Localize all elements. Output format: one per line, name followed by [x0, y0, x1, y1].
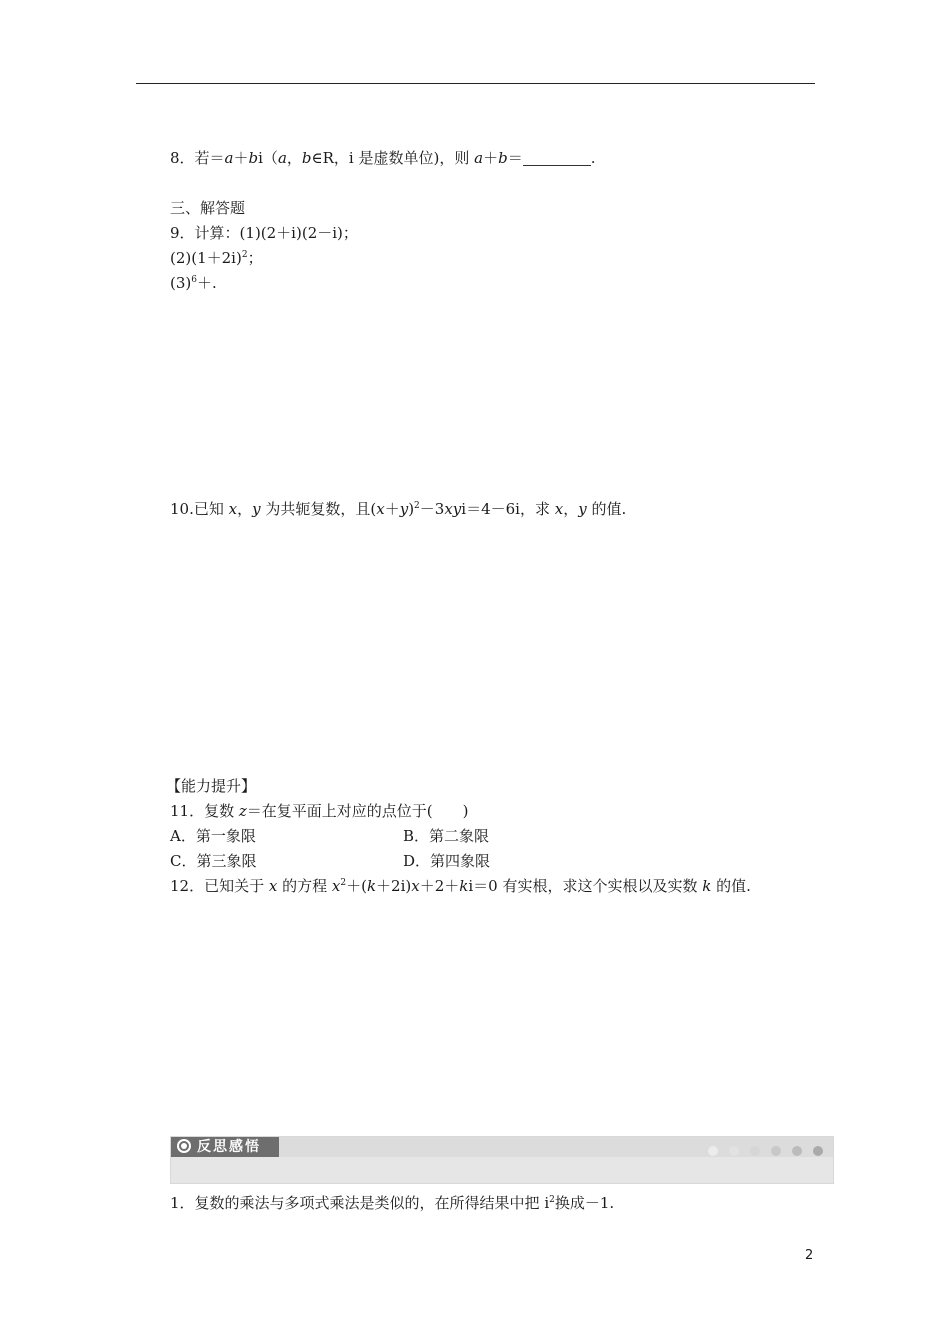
var-x: x	[228, 500, 238, 518]
exponent: 2	[241, 250, 248, 260]
q11-text: 11．复数	[170, 802, 239, 820]
q10-text: 的值.	[586, 500, 627, 518]
decorative-dot	[792, 1146, 802, 1156]
q11-text: ＝在复平面上对应的点位于(	[246, 802, 433, 820]
option-a: A．第一象限	[170, 827, 256, 845]
q10-text: i＝4－6i，求	[461, 500, 555, 518]
question-9-line-3	[170, 273, 217, 293]
question-11	[170, 801, 468, 821]
exponent: 2	[414, 501, 420, 511]
var-x: x	[268, 877, 278, 895]
var-x: x	[554, 500, 564, 518]
var-k: k	[459, 877, 469, 895]
page-number: 2	[805, 1248, 814, 1263]
reflection-box	[170, 1136, 834, 1184]
q8-text: ，	[286, 149, 302, 167]
var-x: x	[331, 877, 341, 895]
var-a: a	[224, 149, 234, 167]
var-xy: xy	[444, 500, 462, 518]
q9-text: ＋.	[196, 274, 217, 292]
option-d: D．第四象限	[403, 852, 491, 870]
ability-heading: 【能力提升】	[166, 777, 257, 795]
q12-text: ＋2＋	[419, 877, 460, 895]
var-x: x	[411, 877, 420, 895]
decorative-dots	[697, 1142, 823, 1160]
var-y: y	[399, 500, 409, 518]
decorative-dot	[729, 1146, 739, 1156]
question-10	[170, 499, 626, 519]
question-8	[170, 148, 595, 168]
exponent: 6	[191, 275, 197, 285]
decorative-dot	[708, 1146, 718, 1156]
note-text: 1．复数的乘法与多项式乘法是类似的，在所得结果中把 i	[170, 1194, 550, 1212]
q9-text: ；	[247, 249, 263, 267]
question-9-line-2	[170, 248, 263, 268]
q11-text: )	[462, 802, 469, 820]
q12-text: 12．已知关于	[170, 877, 269, 895]
q8-text: ＋	[483, 149, 499, 167]
q12-text: i＝0 有实根，求这个实根以及实数	[468, 877, 703, 895]
q10-text: ＋	[384, 500, 400, 518]
q10-text: ，	[563, 500, 579, 518]
exponent: 2	[549, 1195, 555, 1205]
q10-text: －3	[419, 500, 445, 518]
q12-text: ＋(	[346, 877, 367, 895]
reflection-note-1	[170, 1193, 614, 1213]
exponent: 2	[340, 878, 347, 888]
q10-text: )	[408, 500, 415, 518]
var-k: k	[366, 877, 377, 895]
q8-text: ∈R，i 是虚数单位)，则	[311, 149, 475, 167]
q12-text: ＋2i)	[376, 877, 412, 895]
var-a: a	[277, 149, 287, 167]
decorative-dot	[813, 1146, 823, 1156]
q12-text: 的值.	[711, 877, 751, 895]
option-b: B．第二象限	[403, 827, 490, 845]
answer-blank[interactable]	[523, 151, 591, 166]
q9-text: (3)	[170, 274, 192, 292]
var-y: y	[252, 500, 261, 518]
reflection-tab	[171, 1137, 279, 1157]
var-z: z	[238, 802, 247, 820]
reflection-stripe	[279, 1137, 833, 1157]
var-a: a	[474, 149, 484, 167]
q9-text: (2)(1＋2i)	[170, 249, 242, 267]
q12-text: 的方程	[277, 877, 332, 895]
question-9-line-1: 9．计算：(1)(2＋i)(2－i)；	[170, 224, 358, 242]
section-heading: 三、解答题	[170, 199, 246, 217]
q8-text: ＋	[233, 149, 249, 167]
q10-text: ，	[237, 500, 253, 518]
option-c: C．第三象限	[170, 852, 257, 870]
target-icon	[177, 1139, 191, 1153]
var-b: b	[498, 149, 508, 167]
var-y: y	[578, 500, 587, 518]
decorative-dot	[750, 1146, 760, 1156]
q8-text: ＝	[507, 149, 523, 167]
q10-text: 为共轭复数，且(	[260, 500, 377, 518]
var-x: x	[376, 500, 385, 518]
q10-text: 10.已知	[170, 500, 229, 518]
note-text: 换成－1.	[554, 1194, 615, 1212]
reflection-title: 反思感悟	[197, 1139, 261, 1155]
var-b: b	[248, 149, 259, 167]
q8-text: 8．若＝	[170, 149, 225, 167]
var-b: b	[301, 149, 312, 167]
var-k: k	[702, 877, 712, 895]
header-rule	[136, 83, 815, 84]
question-12	[170, 876, 751, 896]
q8-text: .	[590, 149, 596, 167]
decorative-dot	[771, 1146, 781, 1156]
q8-text: i（	[258, 149, 278, 167]
